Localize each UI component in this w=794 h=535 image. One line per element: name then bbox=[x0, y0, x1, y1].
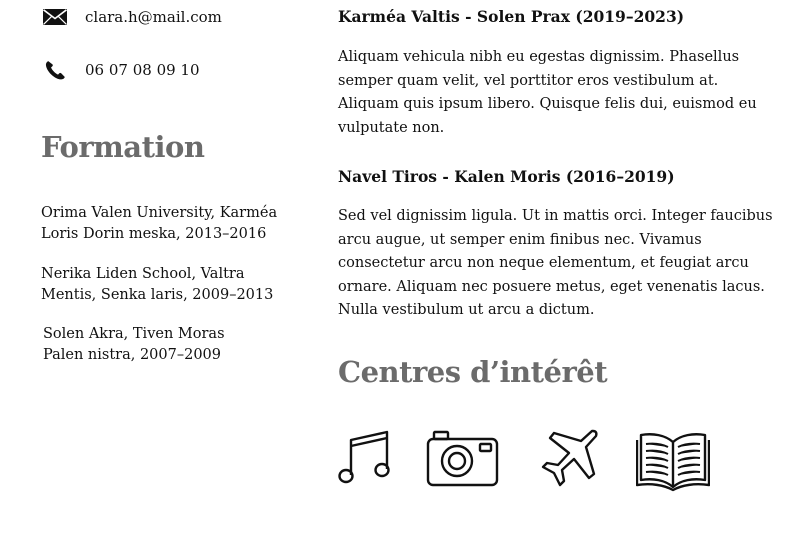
phone-icon bbox=[42, 59, 68, 81]
email-text[interactable]: clara.h@mail.com bbox=[85, 8, 222, 26]
formation-item-line2: Mentis, Senka laris, 2009–2013 bbox=[41, 286, 274, 303]
music-note-icon bbox=[338, 428, 392, 486]
formation-item bbox=[43, 324, 225, 365]
airplane-icon bbox=[536, 428, 600, 492]
experience-title: Karméa Valtis - Solen Prax (2019–2023) bbox=[338, 7, 685, 26]
open-book-icon bbox=[636, 428, 710, 492]
interests-icons bbox=[338, 428, 778, 498]
experience-description: Sed vel dignissim ligula. Ut in mattis orci. Integer faucibus arcu augue, ut semper enim finibus nec. Vivamus consectetur arcu non neque elementum, et feugiat arcu ornare. Aliquam nec posuere metus, eget venenatis lacus. Nulla vestibulum ut arcu a dictum. bbox=[338, 208, 773, 319]
formation-item bbox=[41, 203, 277, 244]
formation-item-line2: Loris Dorin meska, 2013–2016 bbox=[41, 225, 267, 242]
contact-email bbox=[42, 7, 222, 27]
formation-item-line1: Nerika Liden School, Valtra bbox=[41, 266, 245, 282]
right-column bbox=[338, 0, 778, 535]
formation-heading: Formation bbox=[41, 130, 205, 164]
formation-item bbox=[41, 264, 273, 305]
formation-item-line1: Solen Akra, Tiven Moras bbox=[43, 326, 225, 342]
formation-item-line2: Palen nistra, 2007–2009 bbox=[43, 346, 222, 363]
interests-heading: Centres d’intérêt bbox=[338, 355, 608, 389]
camera-icon bbox=[426, 428, 500, 488]
phone-text[interactable]: 06 07 08 09 10 bbox=[85, 61, 200, 79]
contact-phone bbox=[42, 57, 200, 83]
formation-item-line1: Orima Valen University, Karméa bbox=[41, 205, 278, 221]
left-column bbox=[0, 0, 320, 535]
experience-title: Navel Tiros - Kalen Moris (2016–2019) bbox=[338, 167, 675, 186]
envelope-icon bbox=[42, 6, 68, 28]
experience-description: Aliquam vehicula nibh eu egestas dignissim. Phasellus semper quam velit, vel porttitor eros vestibulum at. Aliquam quis ipsum libero. Quisque felis dui, euismod eu vulputate non. bbox=[338, 49, 757, 136]
